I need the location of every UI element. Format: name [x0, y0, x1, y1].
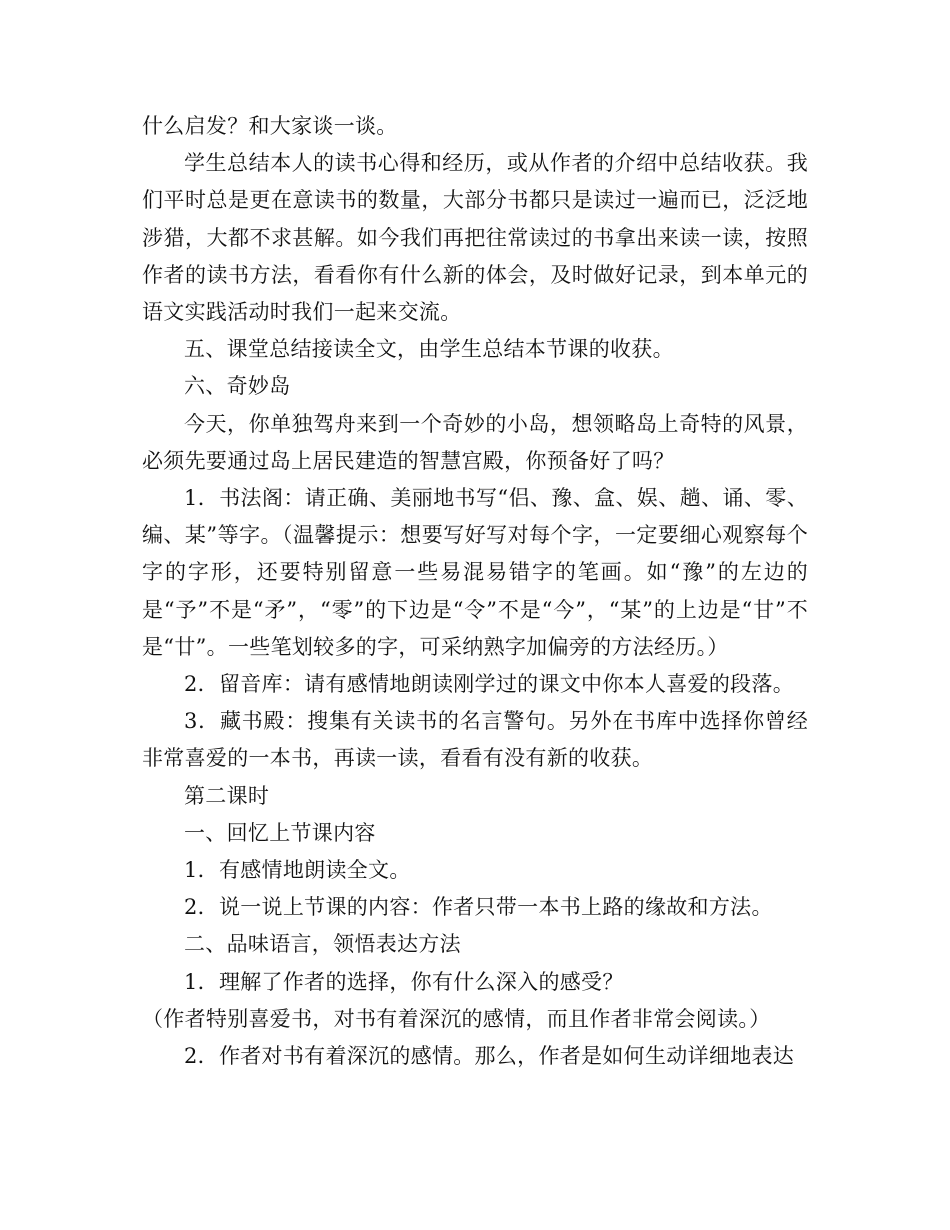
section-heading: 六、奇妙岛 — [184, 374, 291, 399]
section-heading: 第二课时 — [184, 783, 270, 808]
section-heading: 五、课堂总结接读全文，由学生总结本节课的收获。 — [184, 337, 674, 362]
document-body — [142, 108, 808, 1075]
list-item: 1．书法阁：请正确、美丽地书写“侣、豫、盒、娱、趟、诵、零、编、某”等字。（温馨提示：想要写好写对每个字，一定要细心观察每个字的字形，还要特别留意一些易混易错字的笔画。如“豫”的左边的是“予”不是“矛”，“零”的下边是“令”不是“今”，“某”的上边是“甘”不是“廿”。一些笔划较多的字，可采纳熟字加偏旁的方法经历。） — [142, 486, 808, 659]
section-heading: 二、品味语言，领悟表达方法 — [184, 932, 461, 957]
list-item: 2．留音库：请有感情地朗读刚学过的课文中你本人喜爱的段落。 — [184, 672, 795, 697]
paragraph: （作者特别喜爱书，对书有着深沉的感情，而且作者非常会阅读。） — [142, 1006, 771, 1031]
paragraph: 学生总结本人的读书心得和经历，或从作者的介绍中总结收获。我们平时总是更在意读书的数量，大部分书都只是读过一遍而已，泛泛地涉猎，大都不求甚解。如今我们再把往常读过的书拿出来读一读，按照作者的读书方法，看看你有什么新的体会，及时做好记录，到本单元的语文实践活动时我们一起来交流。 — [142, 151, 808, 325]
list-item: 2．说一说上节课的内容：作者只带一本书上路的缘故和方法。 — [184, 895, 773, 920]
paragraph: 什么启发？和大家谈一谈。 — [142, 114, 398, 138]
section-heading: 一、回忆上节课内容 — [184, 820, 376, 845]
paragraph: 今天，你单独驾舟来到一个奇妙的小岛，想领略岛上奇特的风景，必须先要通过岛上居民建造的智慧宫殿，你预备好了吗？ — [142, 411, 808, 473]
list-item: 2．作者对书有着深沉的感情。那么，作者是如何生动详细地表达 — [184, 1044, 795, 1069]
list-item: 1．理解了作者的选择，你有什么深入的感受？ — [184, 969, 624, 994]
list-item: 1．有感情地朗读全文。 — [184, 858, 411, 883]
list-item: 3．藏书殿：搜集有关读书的名言警句。另外在书库中选择你曾经非常喜爱的一本书，再读一读，看看有没有新的收获。 — [142, 709, 808, 771]
